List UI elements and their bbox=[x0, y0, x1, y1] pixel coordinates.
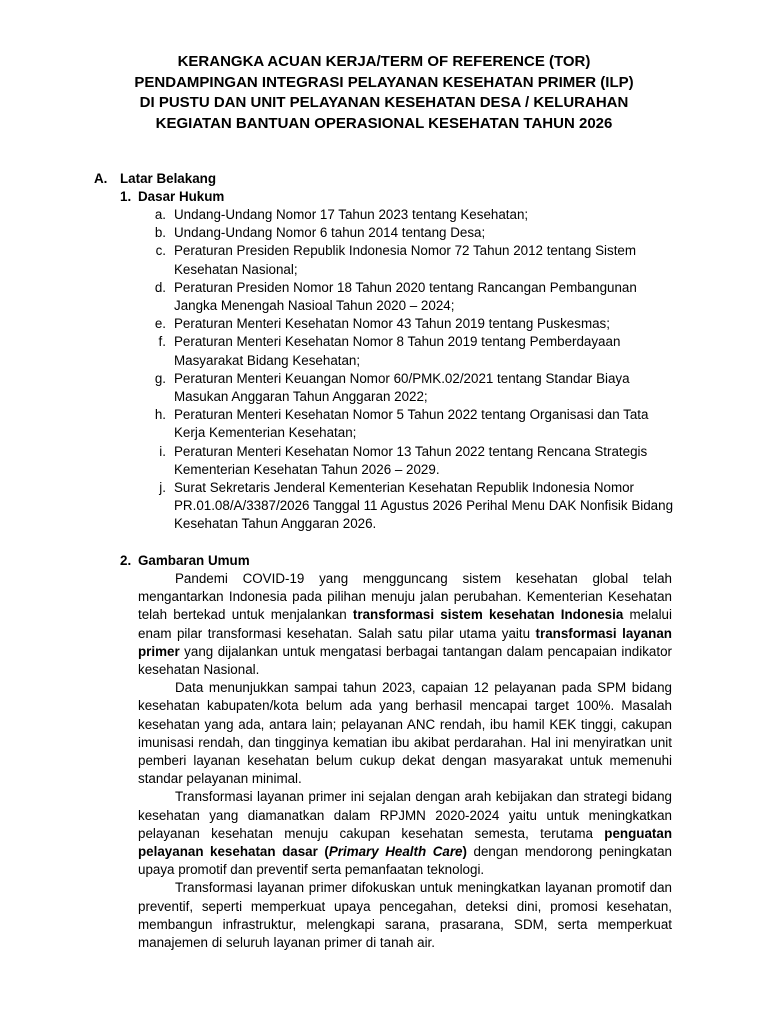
list-marker: f. bbox=[158, 334, 166, 350]
list-marker: b. bbox=[154, 225, 166, 241]
list-item-text: Peraturan Menteri Kesehatan Nomor 8 Tahun 2019 tentang Pemberdayaan Masyarakat Bidang Kesehatan; bbox=[174, 334, 621, 368]
paragraph-2: Data menunjukkan sampai tahun 2023, capaian 12 pelayanan pada SPM bidang kesehatan kabupaten/kota belum ada yang berhasil mencapai target 100%. Masalah kesehatan yang ada, antara lain; pelayanan ANC rendah, ibu hamil KEK tinggi, cakupan imunisasi rendah, dan tingginya kematian ibu akibat perdarahan. Hal ini menyiratkan unit pemberi layanan kesehatan belum cukup dekat dengan masyarakat untuk memenuhi standar pelayanan minimal. bbox=[138, 680, 672, 787]
section-a-heading bbox=[94, 170, 216, 188]
paragraph-1 bbox=[138, 570, 672, 679]
list-item bbox=[150, 279, 680, 315]
list-item bbox=[150, 370, 680, 406]
list-item bbox=[150, 479, 680, 534]
list-item-text: Peraturan Menteri Kesehatan Nomor 13 Tahun 2022 tentang Rencana Strategis Kementerian Kesehatan Tahun 2026 – 2029. bbox=[174, 443, 648, 477]
paragraph-3-bold-2: ) bbox=[462, 844, 467, 860]
title-line-4: KEGIATAN BANTUAN OPERASIONAL KESEHATAN TAHUN 2026 bbox=[155, 114, 613, 132]
paragraph-1-bold-2: transformasi layanan primer bbox=[138, 625, 672, 659]
paragraph-1-text-a: Pandemi COVID-19 yang mengguncang sistem kesehatan global telah mengantarkan Indonesia pada pilihan menuju jalan perubahan. Kementerian Kesehatan telah bertekad untuk menjalankan bbox=[138, 571, 672, 623]
paragraph-3-text-a: Transformasi layanan primer ini sejalan dengan arah kebijakan dan strategi bidang kesehatan yang diamanatkan dalam RPJMN 2020-2024 yaitu untuk meningkatkan pelayanan kesehatan menuju cakupan kesehatan semesta, terutama bbox=[138, 789, 672, 841]
list-marker: e. bbox=[154, 316, 166, 332]
list-item-text: Undang-Undang Nomor 6 tahun 2014 tentang Desa; bbox=[174, 225, 486, 241]
subsection-1-label: Dasar Hukum bbox=[138, 189, 225, 204]
list-item-text: Peraturan Menteri Kesehatan Nomor 43 Tahun 2019 tentang Puskesmas; bbox=[174, 316, 610, 332]
list-marker: j. bbox=[159, 480, 166, 496]
list-item bbox=[150, 315, 680, 333]
list-item-text: Undang-Undang Nomor 17 Tahun 2023 tentang Kesehatan; bbox=[174, 207, 529, 222]
document-title bbox=[0, 52, 768, 134]
paragraph-1-bold-1: transformasi sistem kesehatan Indonesia bbox=[352, 607, 624, 623]
list-marker: i. bbox=[159, 443, 166, 459]
subsection-2-label: Gambaran Umum bbox=[138, 553, 250, 568]
section-a-letter: A. bbox=[94, 171, 108, 186]
list-item bbox=[150, 406, 680, 442]
section-a-label: Latar Belakang bbox=[120, 171, 217, 186]
list-item bbox=[150, 242, 680, 278]
general-overview-body bbox=[138, 570, 672, 952]
subsection-1-number: 1. bbox=[120, 189, 132, 204]
paragraph-1-text-c: melalui enam pilar transformasi kesehatan. Salah satu pilar utama yaitu bbox=[138, 607, 672, 641]
list-marker: c. bbox=[155, 243, 166, 259]
paragraph-1-text-d: yang dijalankan untuk mengatasi berbagai tantangan dalam pencapaian indikator kesehatan Nasional. bbox=[138, 643, 672, 678]
title-line-3: DI PUSTU DAN UNIT PELAYANAN KESEHATAN DESA / KELURAHAN bbox=[139, 94, 629, 111]
title-line-1: KERANGKA ACUAN KERJA/TERM OF REFERENCE (TOR) bbox=[177, 53, 591, 70]
list-item-text: Surat Sekretaris Jenderal Kementerian Kesehatan Republik Indonesia Nomor PR.01.08/A/3387/2026 Tanggal 11 Agustus 2026 Perihal Menu DAK Nonfisik Bidang Kesehatan Tahun Anggaran 2026. bbox=[174, 480, 674, 532]
subsection-2-number: 2. bbox=[120, 553, 132, 568]
title-line-2: PENDAMPINGAN INTEGRASI PELAYANAN KESEHATAN PRIMER (ILP) bbox=[134, 73, 634, 91]
paragraph-3-text-c: dengan mendorong peningkatan upaya promotif dan preventif serta pemanfaatan teknologi. bbox=[138, 844, 672, 878]
list-item bbox=[150, 443, 680, 479]
paragraph-3-bold-italic: Primary Health Care bbox=[328, 844, 463, 860]
list-item-text: Peraturan Presiden Nomor 18 Tahun 2020 tentang Rancangan Pembangunan Jangka Menengah Nasioal Tahun 2020 – 2024; bbox=[174, 279, 637, 314]
list-item-text: Peraturan Presiden Republik Indonesia Nomor 72 Tahun 2012 tentang Sistem Kesehatan Nasional; bbox=[174, 243, 637, 277]
list-item-text: Peraturan Menteri Keuangan Nomor 60/PMK.02/2021 tentang Standar Biaya Masukan Anggaran Tahun Anggaran 2022; bbox=[174, 370, 630, 405]
paragraph-3-bold-1: penguatan pelayanan kesehatan dasar ( bbox=[138, 825, 672, 860]
subsection-2-heading bbox=[120, 552, 250, 570]
legal-basis-list bbox=[150, 206, 680, 534]
list-marker: h. bbox=[154, 407, 166, 423]
paragraph-4: Transformasi layanan primer difokuskan untuk meningkatkan layanan promotif dan preventif, seperti memperkuat upaya pencegahan, deteksi dini, promosi kesehatan, membangun infrastruktur, melengkapi sarana, prasarana, SDM, serta memperkuat manajemen di seluruh layanan primer di tanah air. bbox=[138, 880, 672, 951]
list-marker: a. bbox=[154, 207, 166, 222]
subsection-1-heading bbox=[120, 188, 224, 206]
list-item bbox=[150, 224, 680, 242]
list-item bbox=[150, 206, 680, 224]
list-marker: d. bbox=[154, 279, 166, 295]
list-marker: g. bbox=[154, 370, 166, 386]
list-item-text: Peraturan Menteri Kesehatan Nomor 5 Tahun 2022 tentang Organisasi dan Tata Kerja Kementerian Kesehatan; bbox=[174, 407, 649, 441]
paragraph-3 bbox=[138, 788, 672, 879]
list-item bbox=[150, 333, 680, 369]
